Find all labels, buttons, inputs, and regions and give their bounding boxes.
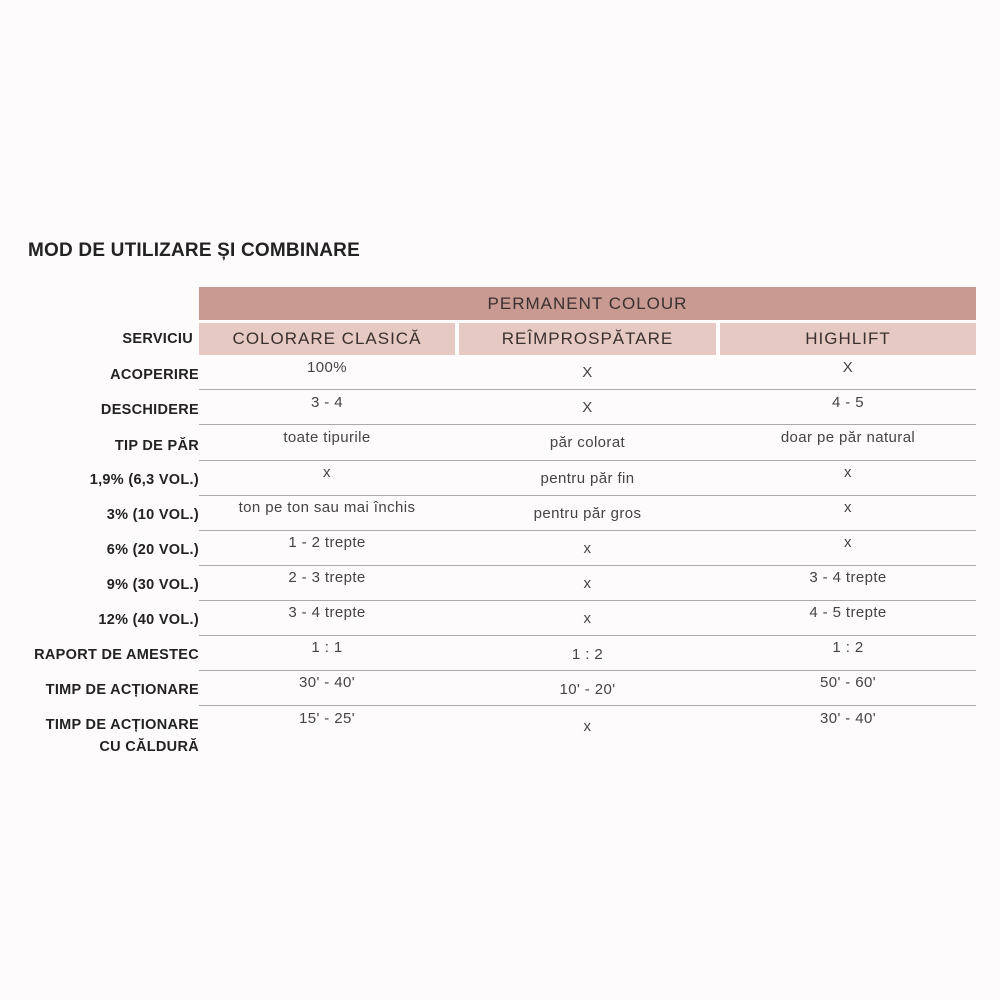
table-cell: x (583, 575, 592, 592)
table-cell: 3 - 4 trepte (809, 569, 887, 586)
permanent-colour-header: PERMANENT COLOUR (199, 287, 976, 320)
table-cell: doar pe păr natural (780, 429, 916, 446)
row-label-line: TIMP DE ACȚIONARE (45, 717, 199, 733)
row-label: 12% (40 VOL.) (98, 612, 199, 628)
table-cell: 3 - 4 (310, 394, 343, 411)
row-label: 9% (30 VOL.) (106, 577, 199, 593)
page-title: MOD DE UTILIZARE ȘI COMBINARE (28, 240, 360, 261)
table-cell: 1 - 2 trepte (288, 534, 366, 551)
table-cell: X (842, 359, 854, 376)
row-label: 1,9% (6,3 VOL.) (89, 472, 199, 488)
row-label: TIP DE PĂR (114, 438, 199, 454)
table-cell: 1 : 2 (832, 639, 864, 656)
table-cell: x (583, 540, 592, 557)
column-header-reimprospatare: REÎMPROSPĂTARE (459, 323, 716, 355)
table-cell: pentru păr gros (533, 505, 642, 522)
table-cell: ton pe ton sau mai închis (238, 499, 416, 516)
row-label-line: CU CĂLDURĂ (99, 739, 199, 755)
table-cell: 100% (307, 359, 347, 376)
row-divider (199, 705, 976, 706)
table-cell: x (323, 464, 331, 481)
table-cell: x (583, 718, 592, 735)
table-cell: pentru păr fin (540, 470, 635, 487)
table-cell: x (844, 464, 852, 481)
table-cell: 15' - 25' (298, 710, 356, 727)
row-divider (199, 460, 976, 461)
table-cell: păr colorat (549, 434, 626, 451)
row-divider (199, 424, 976, 425)
table-cell: x (844, 534, 852, 551)
row-divider (199, 530, 976, 531)
table-cell: 1 : 2 (571, 646, 604, 663)
table-cell: 30' - 40' (819, 710, 877, 727)
row-divider (199, 389, 976, 390)
table-cell: 30' - 40' (298, 674, 356, 691)
row-label: TIMP DE ACȚIONARE (45, 682, 199, 698)
table-cell: X (582, 364, 593, 381)
table-cell: x (583, 610, 592, 627)
table-cell: 2 - 3 trepte (288, 569, 366, 586)
row-label: 3% (10 VOL.) (106, 507, 199, 523)
table-cell: 4 - 5 trepte (809, 604, 887, 621)
row-label: 6% (20 VOL.) (106, 542, 199, 558)
row-label: DESCHIDERE (100, 402, 199, 418)
row-label: ACOPERIRE (110, 367, 199, 383)
row-label (0, 714, 199, 758)
table-cell: x (844, 499, 852, 516)
table-cell: 10' - 20' (559, 681, 616, 698)
table-cell: 1 : 1 (311, 639, 343, 656)
row-divider (199, 670, 976, 671)
row-divider (199, 635, 976, 636)
table-cell: toate tipurile (283, 429, 371, 446)
column-header-colorare-clasica: COLORARE CLASICĂ (199, 323, 455, 355)
row-divider (199, 495, 976, 496)
row-divider (199, 565, 976, 566)
table-cell: 50' - 60' (819, 674, 877, 691)
row-divider (199, 600, 976, 601)
row-label: RAPORT DE AMESTEC (34, 647, 199, 663)
table-cell: 4 - 5 (831, 394, 864, 411)
table-cell: X (582, 399, 593, 416)
table-cell: 3 - 4 trepte (288, 604, 366, 621)
column-header-highlift: HIGHLIFT (720, 323, 976, 355)
service-label: SERVICIU (122, 331, 193, 347)
